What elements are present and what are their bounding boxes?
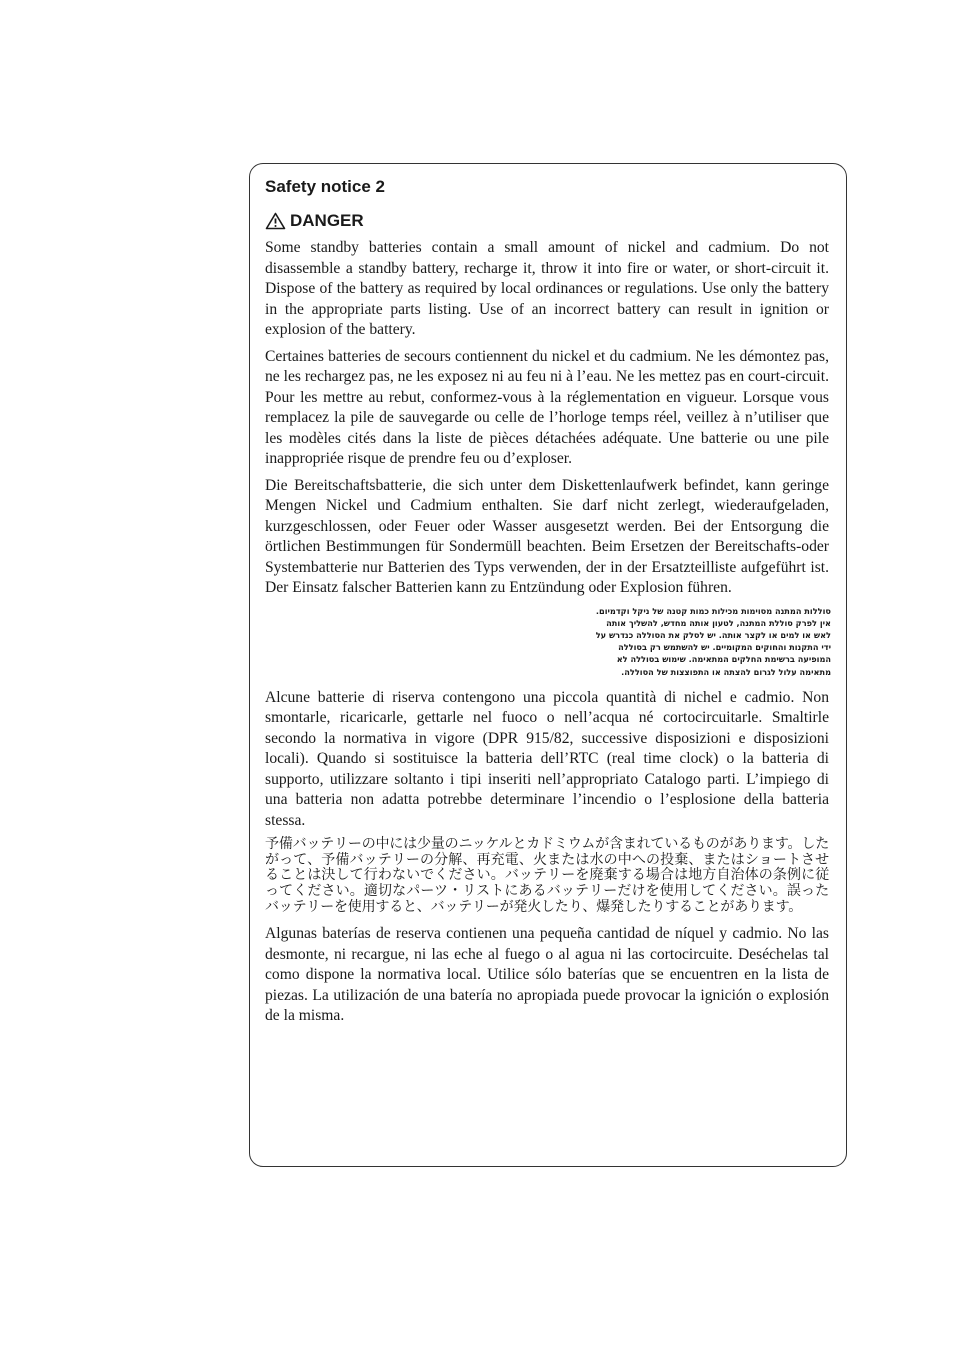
paragraph-spanish: Algunas baterías de reserva contienen una pequeña cantidad de níquel y cadmio. No las desmonte, ni recargue, ni las eche al fuego o al agua ni las cortocircuite. Deséchelas tal como dispone la normativa local. Utilice sólo baterías que se encuentren en la lista de piezas. La utilización de una batería no apropiada puede provocar la ignición o explosión de la misma. bbox=[265, 925, 829, 1025]
danger-heading bbox=[265, 210, 829, 232]
paragraph-italian: Alcune batterie di riserva contengono una piccola quantità di nichel e cadmio. Non smontarle, ricaricarle, gettarle nel fuoco o nell’acqua né cortocircuitarle. Smaltirle secondo la normativa in vigore (DPR 915/82, successive disposizioni e disposizioni locali). Quando si sostituisce la batteria dell’RTC (real time clock) o la batteria di supporto, utilizzare soltanto i tipi inseriti nell’appropriato Catalogo parti. L’impiego di una batteria non adatta potrebbe determinare l’incendio o l’esplosione della batteria stessa. bbox=[265, 688, 829, 829]
paragraph-french: Certaines batteries de secours contiennent du nickel et du cadmium. Ne les démontez pas, ne les rechargez pas, ne les exposez ni au feu ni à l’eau. Ne les mettez pas en court-circuit. Pour les mettre au rebut, conformez-vous à la réglementation en vigueur. Lorsque vous remplacez la pile de sauvegarde ou celle de l’horloge temps réel, veillez à n’utiliser que les modèles cités dans la liste de pièces détachées adéquate. Une batterie ou une pile inappropriée risque de prendre feu ou d’exploser. bbox=[265, 347, 829, 467]
notice-title: Safety notice 2 bbox=[265, 177, 385, 196]
safety-notice-box bbox=[249, 163, 847, 1167]
paragraph-japanese: 予備バッテリーの中には少量のニッケルとカドミウムが含まれているものがあります。したがって、予備バッテリーの分解、再充電、火または水の中への投棄、またはショートさせることは決して行わないでください。バッテリーを廃棄する場合は地方自治体の条例に従ってください。適切なパーツ・リストにあるバッテリーだけを使用してください。誤ったバッテリーを使用すると、バッテリーが発火したり、爆発したりすることがあります。 bbox=[265, 836, 829, 915]
paragraph-german: Die Bereitschaftsbatterie, die sich unter dem Diskettenlaufwerk befindet, kann geringe Mengen Nickel und Cadmium enthalten. Sie darf nicht zerlegt, wiederaufgeladen, kurzgeschlossen, oder Feuer oder Wasser ausgesetzt werden. Bei der Entsorgung die örtlichen Bestimmungen für Sondermüll beachten. Beim Ersetzen der Bereitschafts-oder Systembatterie nur Batterien des Typs verwenden, der in der Ersatzteilliste aufgeführt ist. Der Einsatz falscher Batterien kann zu Entzündung oder Explosion führen. bbox=[265, 476, 829, 596]
warning-triangle-icon bbox=[265, 212, 286, 230]
paragraph-hebrew: סוללות המתנה מסוימות מכילות כמות קטנה של ניקל וקדמיום. אין לפרק סוללת המתנה, לטעון אותה מחדש, להשליך אותה לאש או למים או לקצר אותה. יש לסלק את הסוללה כנדרש על ידי התקנות והחוקים המקומיים. יש להשתמש רק בסוללה המופיעה ברשימת החלקים המתאימה. שימוש בסוללה לא מתאימה עלול לגרום להצתה או התפוצצות של הסוללה. bbox=[595, 605, 831, 677]
paragraph-english: Some standby batteries contain a small amount of nickel and cadmium. Do not disassemble a standby battery, recharge it, throw it into fire or water, or short-circuit it. Dispose of the battery as required by local ordinances or regulations. Use only the battery in the appropriate parts listing. Use of an incorrect battery can result in ignition or explosion of the battery. bbox=[265, 239, 829, 338]
danger-label: DANGER bbox=[290, 211, 364, 230]
